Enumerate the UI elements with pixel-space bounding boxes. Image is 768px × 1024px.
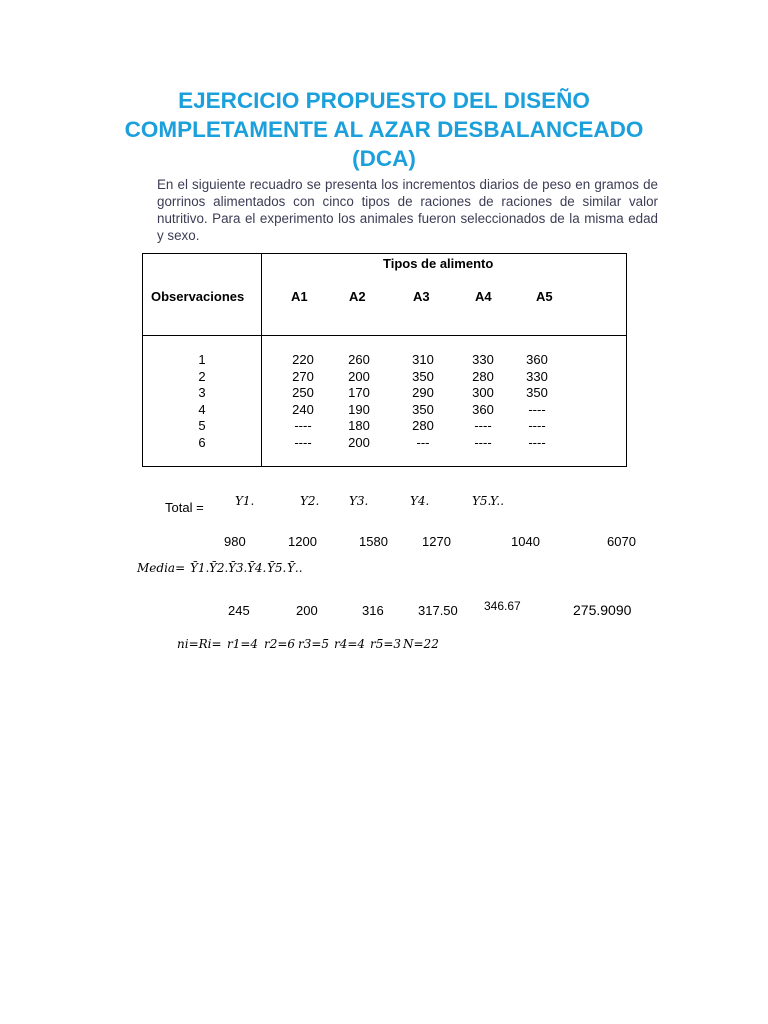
total-symbol-grand: Y.. (490, 494, 505, 508)
table-cell: 220 (292, 352, 314, 367)
observation-6: 6 (198, 434, 206, 450)
observation-4: 4 (198, 401, 206, 417)
table-cell: 280 (412, 418, 434, 434)
mean-value-grand: 275.9090 (573, 602, 632, 618)
total-value-1: 980 (224, 534, 246, 549)
r2-value: r2=6 (264, 637, 296, 651)
table-cell: 350 (412, 401, 434, 417)
table-cell: 360 (472, 401, 494, 417)
total-value-5: 1040 (511, 534, 540, 549)
r3-value: r3=5 (298, 637, 330, 651)
table-horizontal-divider (143, 335, 626, 336)
total-value-2: 1200 (288, 534, 317, 549)
total-symbol-2: Y2. (300, 494, 320, 508)
mean-value-1: 245 (228, 603, 250, 618)
column-header-a3: A3 (413, 289, 430, 304)
mean-symbol-4: Ȳ4. (247, 561, 267, 575)
total-label: Total = (165, 500, 204, 515)
ni-label: ni=Ri= (177, 637, 222, 651)
total-symbol-1: Y1. (235, 494, 255, 508)
mean-value-4: 317.50 (418, 603, 458, 618)
table-cell: 260 (348, 352, 370, 367)
table-cell: ---- (294, 434, 312, 450)
mean-symbol-3: Ȳ3. (228, 561, 248, 575)
table-cell: ---- (528, 401, 546, 417)
observation-3: 3 (198, 385, 206, 401)
table-cell: ---- (474, 418, 492, 434)
table-cell: 280 (472, 368, 494, 384)
table-cell: 290 (412, 385, 434, 401)
total-symbol-5: Y5. (472, 494, 492, 508)
table-cell: 310 (412, 352, 434, 367)
table-cell: 360 (526, 352, 548, 367)
r5-value: r5=3 (370, 637, 402, 651)
title-line-2: COMPLETAMENTE AL AZAR DESBALANCEADO (124, 117, 644, 142)
table-cell: 270 (292, 368, 314, 384)
data-table (142, 253, 627, 467)
total-value-3: 1580 (359, 534, 388, 549)
table-cell: 200 (348, 434, 370, 450)
table-cell: 350 (412, 368, 434, 384)
observation-1: 1 (198, 352, 206, 367)
column-a3-values (403, 352, 443, 452)
mean-symbol-2: Ȳ2. (209, 561, 229, 575)
total-symbol-3: Y3. (349, 494, 369, 508)
observation-5: 5 (198, 418, 206, 434)
title-line-1: EJERCICIO PROPUESTO DEL DISEÑO (178, 88, 590, 113)
column-header-a4: A4 (475, 289, 492, 304)
observation-labels (143, 352, 261, 452)
column-a5-values (517, 352, 557, 452)
table-cell: ---- (528, 434, 546, 450)
table-cell: 240 (292, 401, 314, 417)
mean-symbol-1: Ȳ1. (190, 561, 210, 575)
column-header-a2: A2 (349, 289, 366, 304)
table-cell: 300 (472, 385, 494, 401)
table-cell: --- (416, 434, 430, 450)
mean-value-3: 316 (362, 603, 384, 618)
column-a1-values (283, 352, 323, 452)
table-vertical-divider (261, 254, 262, 466)
table-cell: 350 (526, 385, 548, 401)
mean-symbol-5: Ȳ5. (267, 561, 287, 575)
r4-value: r4=4 (334, 637, 366, 651)
document-title (60, 86, 708, 173)
table-cell: 170 (348, 385, 370, 401)
table-cell: 200 (348, 368, 370, 384)
mean-symbol-grand: Ȳ.. (287, 561, 303, 575)
table-cell: ---- (474, 434, 492, 450)
title-line-3: (DCA) (352, 146, 416, 171)
table-cell: 180 (348, 418, 370, 434)
row-header: Observaciones (151, 289, 245, 304)
column-header-a5: A5 (536, 289, 553, 304)
mean-value-2: 200 (296, 603, 318, 618)
r1-value: r1=4 (227, 637, 259, 651)
table-cell: 330 (472, 352, 494, 367)
mean-value-5: 346.67 (484, 599, 521, 613)
column-a2-values (339, 352, 379, 452)
table-cell: 190 (348, 401, 370, 417)
media-label: Media= (137, 561, 186, 575)
total-value-4: 1270 (422, 534, 451, 549)
total-symbol-4: Y4. (410, 494, 430, 508)
table-cell: 250 (292, 385, 314, 401)
table-cell: ---- (294, 418, 312, 434)
observation-2: 2 (198, 368, 206, 384)
group-header: Tipos de alimento (383, 256, 494, 271)
intro-paragraph: En el siguiente recuadro se presenta los incrementos diarios de peso en gramos de gorrinos alimentados con cinco tipos de raciones de raciones de similar valor nutritivo. Para el experimento los animales fueron seleccionados de la misma edad y sexo. (157, 177, 658, 243)
table-cell: 330 (526, 368, 548, 384)
n-total-value: N=22 (403, 637, 439, 651)
column-header-a1: A1 (291, 289, 308, 304)
total-value-grand: 6070 (607, 534, 636, 549)
column-a4-values (463, 352, 503, 452)
table-cell: ---- (528, 418, 546, 434)
